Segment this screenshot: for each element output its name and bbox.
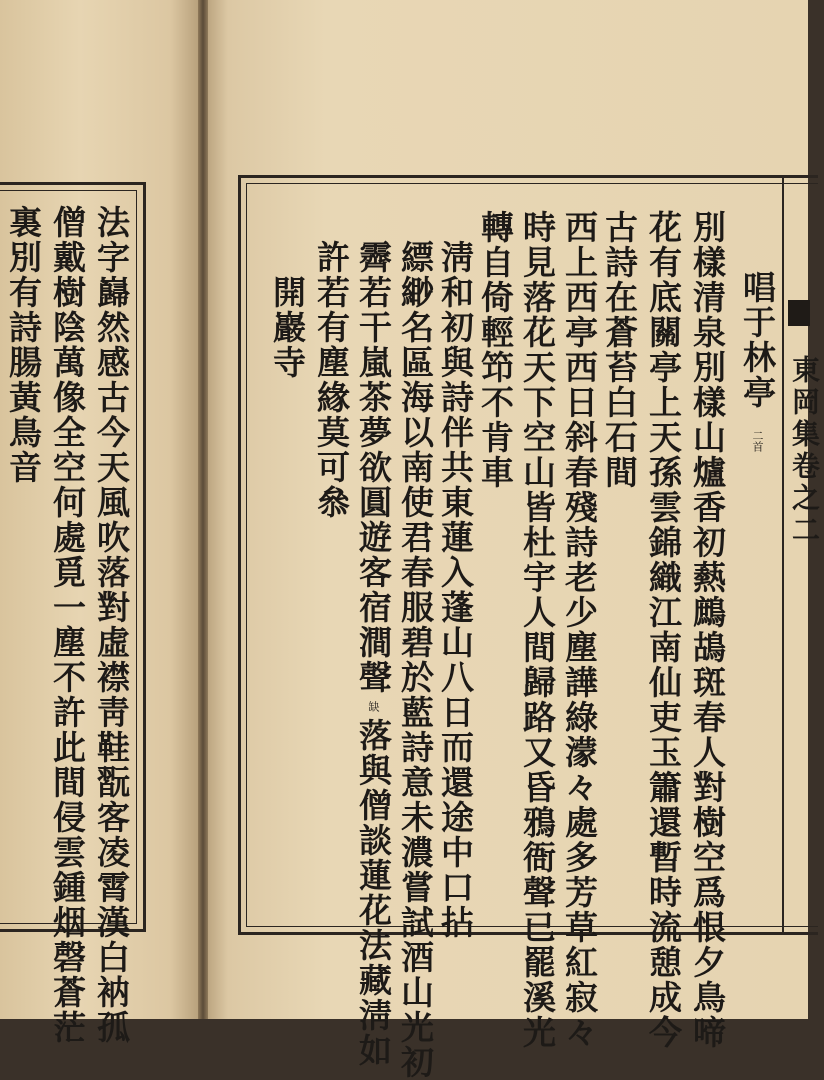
missing-char-note: 缺 [367,701,380,712]
poem-col-9 [354,240,392,1068]
poem-col-1: 別樣清泉別樣山爐香初爇鷓鴣斑春人對樹空爲恨夕鳥啼 [688,210,727,1050]
header-column-rule [782,178,784,932]
poem-title-text: 唱于林亭 [738,270,777,410]
left-col-1: 法字巋然感古今天風吹落對虛襟靑鞋翫客凌霄漢白衲孤 [92,205,131,1045]
poem-col-7: 淸和初與詩伴共東蓮入蓬山八日而還途中口拈 [436,240,475,940]
poem-col-8: 縹緲名區海以南使君春服碧於藍詩意未濃嘗試酒山光初 [396,240,435,1080]
header-title: 東岡集卷之二 [788,355,821,547]
poem-col-10: 許若有塵緣莫可叅 [312,240,351,520]
poem-title-note: 二首 [751,430,764,452]
poem-col-9-cont: 落與僧談蓮花法藏淸如 [354,718,393,1068]
poem-col-5: 時見落花天下空山皆杜宇人間歸路又昏鴉衙聲已罷溪光 [518,210,557,1050]
left-col-2: 僧戴樹陰萬像全空何處覓一塵不許此間侵雲鍾烟磬蒼茫 [48,205,87,1045]
book-gutter [198,0,208,1019]
poem-title [738,270,776,452]
poem-col-2: 花有底關亭上天孫雲錦織江南仙吏玉簫還暫時流憩成今 [644,210,683,1050]
fishtail-mark [788,300,810,326]
poem-col-11: 開巖寺 [268,275,307,380]
poem-col-6: 轉自倚輕笻不肯車 [476,210,515,490]
poem-col-3: 古詩在蒼苔白石間 [600,210,639,490]
left-col-3: 裏別有詩腸黃鳥音 [4,205,43,485]
poem-col-4: 西上西亭西日斜春殘詩老少塵譁綠濛々處多芳草紅寂々 [560,210,599,1050]
poem-col-9-text: 霽若干嵐茶夢欲圓遊客宿澗聲 [354,240,393,695]
